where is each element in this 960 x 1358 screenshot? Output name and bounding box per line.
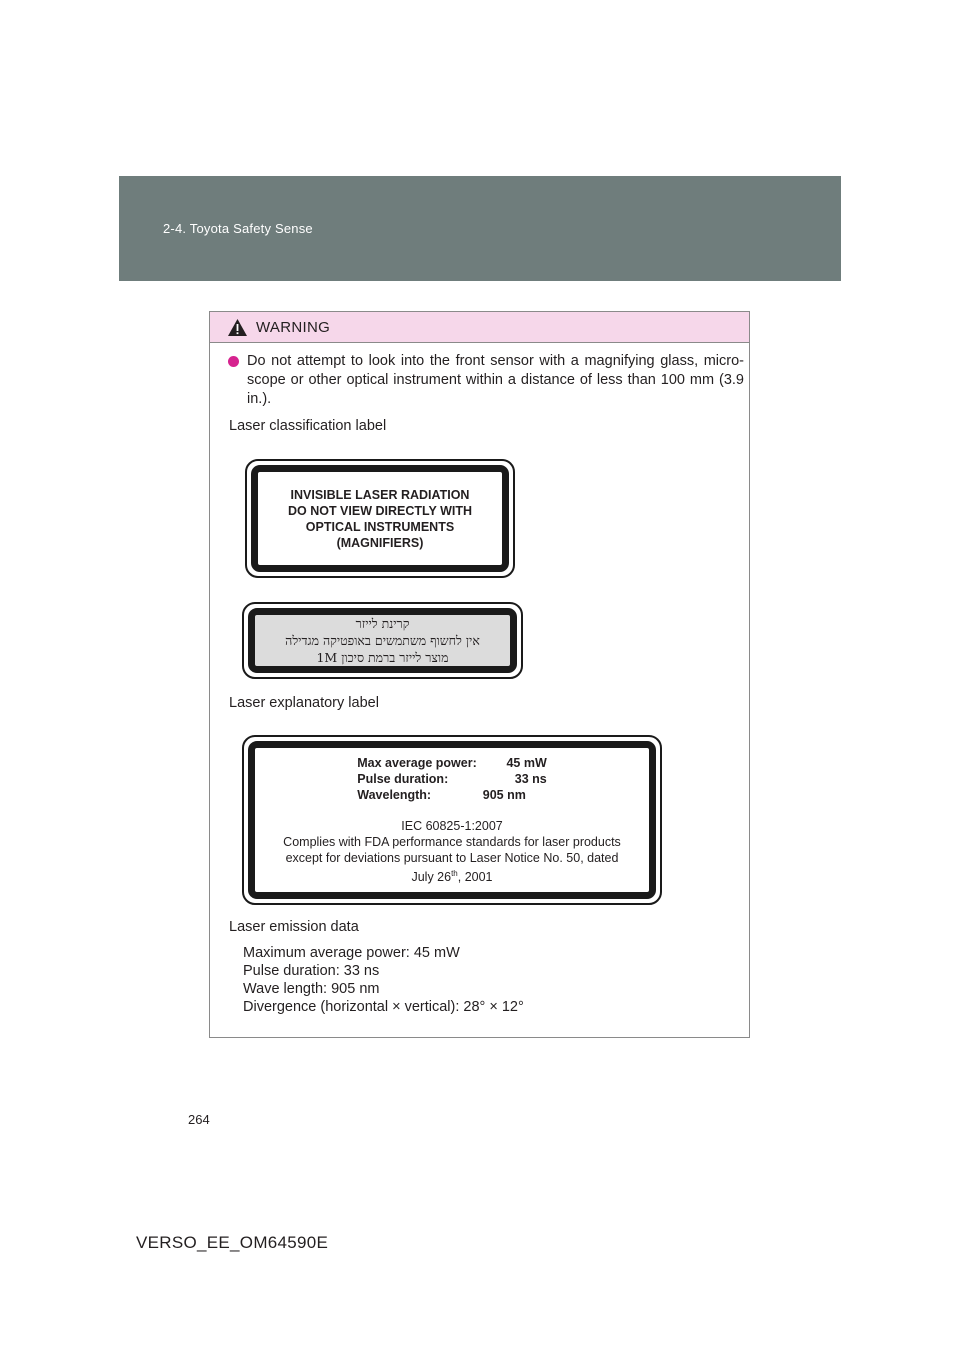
fda-line: Complies with FDA performance standards for laser products xyxy=(283,834,621,849)
laser-explanatory-label xyxy=(242,735,662,905)
laser-classification-label-hebrew xyxy=(242,602,523,679)
pulse-label: Pulse duration: xyxy=(357,771,449,786)
label-hebrew-line: אין לחשוף משתמשים באופטיקה מגדילה xyxy=(285,633,480,648)
fda-line: except for deviations pursuant to Laser Notice No. 50, dated xyxy=(285,850,619,865)
wave-label: Wavelength: xyxy=(357,787,432,802)
power-label: Max average power: xyxy=(357,755,477,770)
emission-power: Maximum average power: 45 mW xyxy=(243,945,460,961)
emission-heading: Laser emission data xyxy=(229,919,359,935)
warning-bullet xyxy=(228,352,744,409)
laser-classification-label-english xyxy=(245,459,515,578)
label-english-line: DO NOT VIEW DIRECTLY WITH xyxy=(287,503,473,518)
label-hebrew-line: קרינת לייזר xyxy=(355,616,410,631)
warning-box xyxy=(209,311,750,1038)
warning-header xyxy=(210,312,749,343)
emission-divergence: Divergence (horizontal × vertical): 28° × 12° xyxy=(243,999,524,1015)
fda-date: July 26th, 2001 xyxy=(411,868,493,885)
label-english-line: OPTICAL INSTRUMENTS xyxy=(305,519,455,534)
iec-standard: IEC 60825-1:2007 xyxy=(401,818,503,833)
bullet-icon xyxy=(228,356,239,367)
warning-triangle-icon xyxy=(227,318,248,337)
wave-value: 905 nm xyxy=(482,787,526,802)
section-title: 2-4. Toyota Safety Sense xyxy=(163,221,313,236)
pulse-value: 33 ns xyxy=(514,771,547,786)
warning-bullet-text: Do not attempt to look into the front sensor with a magnifying glass, micro-scope or other optical instrument within a distance of less than 100 mm (3.9 in.). xyxy=(247,353,744,407)
explanatory-heading: Laser explanatory label xyxy=(229,695,379,711)
label-hebrew-line: מוצר לייזר ברמת סיכון 1M xyxy=(316,650,449,665)
power-value: 45 mW xyxy=(506,755,547,770)
warning-title: WARNING xyxy=(256,318,331,336)
document-code: VERSO_EE_OM64590E xyxy=(136,1233,329,1252)
label-english-line: INVISIBLE LASER RADIATION xyxy=(290,487,470,502)
emission-pulse: Pulse duration: 33 ns xyxy=(243,963,380,979)
emission-data-list xyxy=(243,944,524,1016)
classification-heading: Laser classification label xyxy=(229,418,387,434)
emission-wave: Wave length: 905 nm xyxy=(243,981,380,997)
page-number: 264 xyxy=(188,1112,210,1127)
label-english-line: (MAGNIFIERS) xyxy=(336,535,424,550)
